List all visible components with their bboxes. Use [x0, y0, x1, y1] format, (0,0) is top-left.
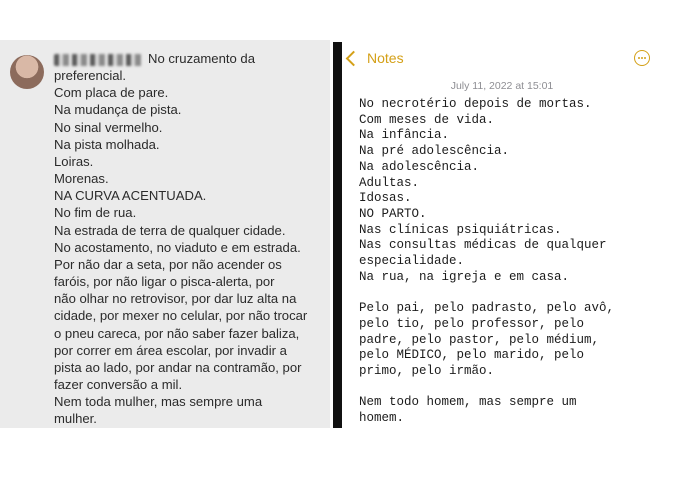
ellipsis-circle-icon[interactable] [634, 50, 650, 66]
comment-line: No acostamento, no viaduto e em estrada. [54, 239, 301, 255]
comment-panel [0, 40, 330, 428]
note-line: No necrotério depois de mortas. [359, 97, 592, 111]
note-line: padre, pelo pastor, pelo médium, [359, 332, 600, 347]
note-line: Pelo pai, pelo padrasto, pelo avô, [359, 301, 615, 316]
comment-line: Na pista molhada. [54, 136, 160, 152]
blurred-author-name[interactable] [54, 54, 142, 66]
comment-line: pista ao lado, por andar na contramão, por [54, 359, 302, 375]
comment-line: cidade, por mexer no celular, por não trocar [54, 308, 308, 324]
comment-line: Nem toda mulher, mas sempre uma [54, 394, 263, 410]
comment-line: não olhar no retrovisor, por dar luz alta na [54, 291, 297, 307]
comment-line: No sinal vermelho. [54, 119, 163, 135]
note-date: July 11, 2022 at 15:01 [450, 80, 554, 92]
note-line [359, 380, 659, 396]
note-line [359, 285, 659, 301]
note-line: primo, pelo irmão. [359, 363, 495, 378]
note-line: Com meses de vida. [359, 112, 495, 127]
note-line: especialidade. [359, 254, 465, 269]
dot [638, 57, 641, 60]
note-line: Nas consultas médicas de qualquer [359, 238, 607, 253]
comment-line: mulher. [54, 411, 97, 427]
comment-line: o pneu careca, por não saber fazer baliza, [54, 325, 300, 341]
comment-line: Na mudança de pista. [54, 102, 182, 118]
comment-line: Na estrada de terra de qualquer cidade. [54, 222, 286, 238]
note-body[interactable] [359, 97, 659, 427]
comment-line: por correr em área escolar, por invadir a [54, 342, 287, 358]
note-line: Nas clínicas psiquiátricas. [359, 222, 562, 237]
note-line: Na adolescência. [359, 159, 480, 174]
note-line: Na pré adolescência. [359, 144, 510, 159]
avatar[interactable] [10, 55, 44, 89]
note-line: Na rua, na igreja e em casa. [359, 269, 570, 284]
comment-line: faróis, por não ligar o pisca-alerta, por [54, 274, 275, 290]
divider-bar [333, 42, 342, 428]
notes-back-button[interactable] [344, 50, 404, 66]
note-line: pelo MÉDICO, pelo marido, pelo [359, 348, 585, 363]
note-line: Na infância. [359, 128, 450, 143]
comment-first-line-text: No cruzamento da [148, 51, 255, 66]
notes-back-label: Notes [367, 50, 404, 66]
comment-text [54, 50, 326, 427]
note-line: NO PARTO. [359, 206, 427, 221]
comment-line: fazer conversão a mil. [54, 376, 183, 392]
comment-line: Loiras. [54, 153, 94, 169]
note-line: Idosas. [359, 191, 412, 206]
notes-app [342, 42, 662, 428]
note-line: homem. [359, 411, 405, 426]
note-line: Nem todo homem, mas sempre um [359, 395, 577, 410]
comment-first-line [54, 50, 326, 67]
comment-line: preferencial. [54, 68, 127, 84]
dot [644, 57, 647, 60]
chevron-left-icon [346, 50, 362, 66]
note-line: Adultas. [359, 175, 420, 190]
dot [641, 57, 644, 60]
note-line: pelo tio, pelo professor, pelo [359, 316, 585, 331]
comment-line: Com placa de pare. [54, 85, 169, 101]
comment-line: No fim de rua. [54, 205, 137, 221]
comment-line: NA CURVA ACENTUADA. [54, 188, 207, 204]
comment-line: Por não dar a seta, por não acender os [54, 256, 282, 272]
comment-line: Morenas. [54, 171, 109, 187]
